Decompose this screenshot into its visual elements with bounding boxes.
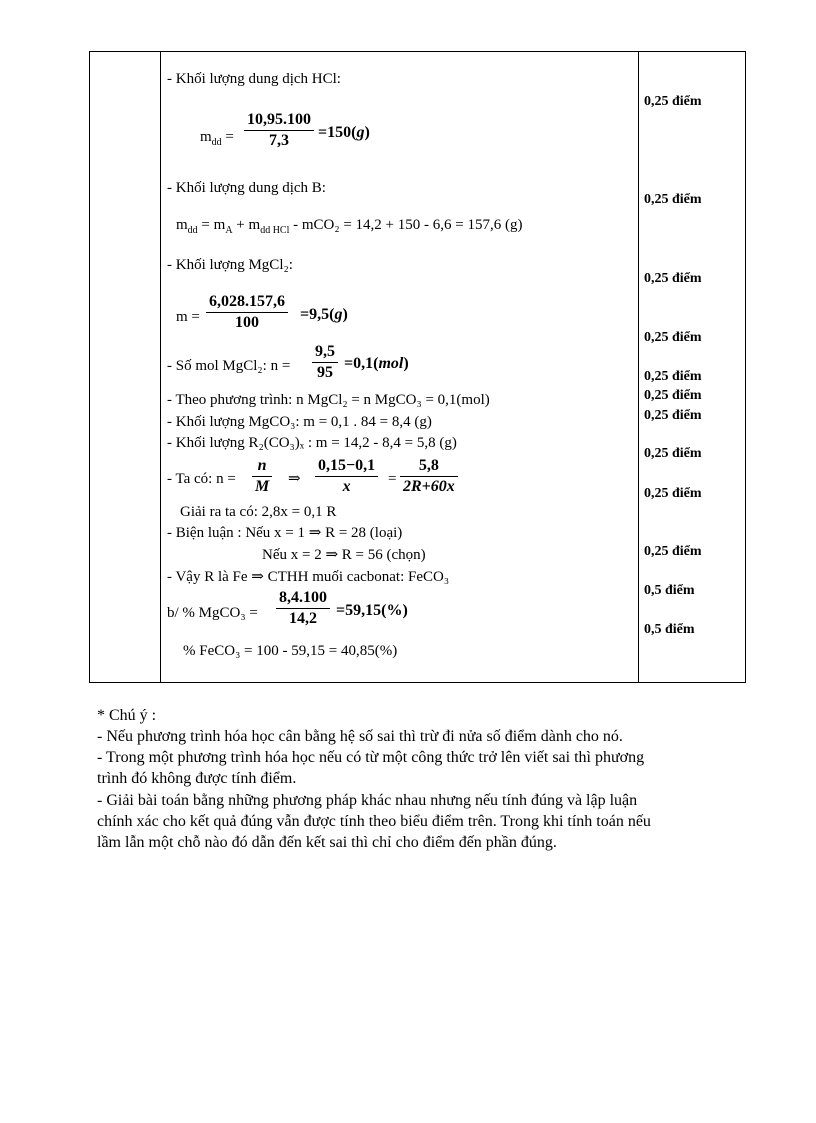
hcl-lhs [200,128,234,152]
score-7: 0,25 điểm [644,408,702,423]
b-part2: = m [197,217,226,233]
mgcl2-result-value: =9,5( [300,306,335,323]
b-part3: + m [232,217,261,233]
theo-phuong-trinh: - Theo phương trình: n MgCl₂ = n MgCO₃ = 0,1(mol) [167,392,490,408]
table-column-divider-left [160,51,161,683]
hcl-result-value: =150( [318,124,357,141]
hcl-result-unit: g [356,124,365,141]
taco-arrow: ⇒ [288,471,301,487]
hcl-lhs-m: m [200,129,212,145]
notes-heading: * Chú ý : [97,707,157,724]
note-line-5: chính xác cho kết quả đúng vẫn được tính theo biểu điểm trên. Trong khi tính toán nếu [97,813,651,830]
taco-n: n [257,457,267,474]
pct-denominator: 14,2 [289,610,317,627]
mgcl2-lhs: m = [176,309,200,325]
taco-denominator-2: x [342,478,351,495]
pct-label: b/ % MgCO₃ = [167,605,258,621]
mol-denominator: 95 [317,364,333,381]
mol-result-value: =0,1( [344,355,379,372]
vay-conclusion: - Vậy R là Fe ⇒ CTHH muối cacbonat: FeCO₃ [167,569,450,585]
b-sub1: dd [187,225,198,236]
mgcl2-numerator: 6,028.157,6 [209,293,285,310]
score-2: 0,25 điểm [644,192,702,207]
b-label: - Khối lượng dung dịch B: [167,180,326,196]
feco3-percent: % FeCO₃ = 100 - 59,15 = 40,85(%) [183,643,398,659]
mgcl2-denominator: 100 [235,314,259,331]
mgcl2-result [300,306,348,324]
hcl-label: - Khối lượng dung dịch HCl: [167,71,341,87]
hcl-result-close: ) [364,124,370,141]
b-sub2: A [225,225,233,236]
mol-result [344,355,409,373]
taco-numerator-3: 5,8 [418,457,439,474]
mgcl2-fraction [206,292,288,333]
mol-result-unit: mol [378,355,404,372]
b-sub3: dd HCl [260,225,290,236]
hcl-eq: = [221,129,234,145]
taco-fraction-1 [252,456,272,497]
pct-fraction [276,588,330,629]
taco-fraction-3 [400,456,458,497]
score-4: 0,25 điểm [644,330,702,345]
score-3: 0,25 điểm [644,271,702,286]
khoi-luong-mgco3: - Khối lượng MgCO₃: m = 0,1 . 84 = 8,4 (g) [167,414,432,430]
mgcl2-result-unit: g [334,306,343,323]
note-line-1: - Nếu phương trình hóa học cân bằng hệ số sai thì trừ đi nửa số điểm dành cho nó. [97,728,623,745]
note-line-4: - Giải bài toán bằng những phương pháp khác nhau nhưng nếu tính đúng và lập luận [97,792,638,809]
pct-result: =59,15(%) [336,602,408,619]
bien-luan-2: Nếu x = 2 ⇒ R = 56 (chọn) [262,547,426,563]
score-8: 0,25 điểm [644,446,702,461]
b-part4: - mCO₂ = 14,2 + 150 - 6,6 = 157,6 (g) [289,217,523,233]
score-11: 0,5 điểm [644,583,695,598]
hcl-fraction [244,110,314,151]
note-line-3: trình đó không được tính điểm. [97,770,297,787]
mgcl2-label: - Khối lượng MgCl₂: [167,257,293,273]
taco-numerator-2: 0,15−0,1 [318,457,376,474]
score-5: 0,25 điểm [644,369,702,384]
mol-fraction [312,342,338,383]
mgcl2-result-close: ) [342,306,348,323]
score-9: 0,25 điểm [644,486,702,501]
pct-numerator: 8,4.100 [279,589,327,606]
score-12: 0,5 điểm [644,622,695,637]
b-formula [176,216,522,240]
taco-denominator-3: 2R+60x [403,478,455,495]
note-line-2: - Trong một phương trình hóa học nếu có từ một công thức trở lên viết sai thì phương [97,749,645,766]
taco-label: - Ta có: n = [167,471,236,487]
hcl-lhs-sub: dd [211,137,222,148]
hcl-result [318,124,370,142]
table-column-divider-right [638,51,639,683]
score-1: 0,25 điểm [644,94,702,109]
note-line-6: lầm lẫn một chỗ nào đó dẫn đến kết sai thì chỉ cho điểm đến phần đúng. [97,834,557,851]
score-10: 0,25 điểm [644,544,702,559]
taco-equals: = [388,471,397,487]
score-6: 0,25 điểm [644,388,702,403]
mol-label: - Số mol MgCl₂: n = [167,358,291,374]
bien-luan-1: - Biện luận : Nếu x = 1 ⇒ R = 28 (loại) [167,525,403,541]
taco-M: M [255,478,270,495]
hcl-numerator: 10,95.100 [247,111,311,128]
mol-numerator: 9,5 [315,343,335,360]
khoi-luong-r2co3: - Khối lượng R₂(CO₃)ₓ : m = 14,2 - 8,4 = 5,8 (g) [167,435,457,451]
taco-fraction-2 [315,456,378,497]
hcl-denominator: 7,3 [269,132,289,149]
mol-result-close: ) [403,355,409,372]
giai-ra: Giải ra ta có: 2,8x = 0,1 R [180,504,337,520]
b-m: m [176,217,188,233]
